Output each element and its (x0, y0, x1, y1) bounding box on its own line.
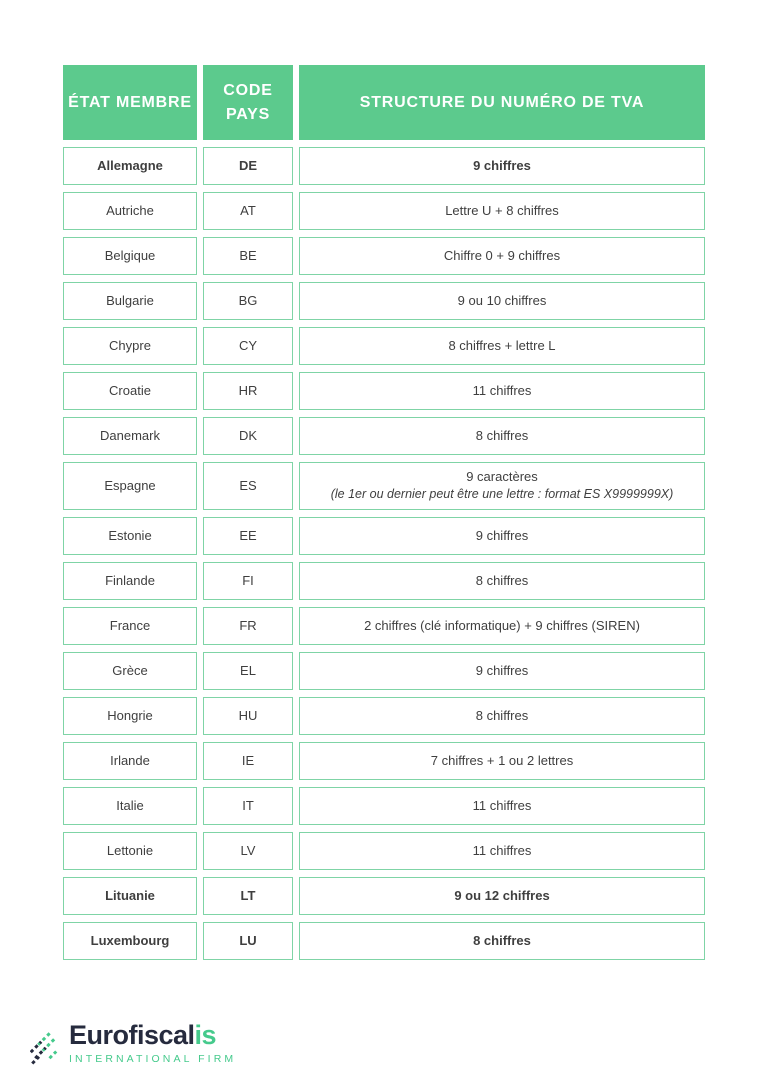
country-cell: Irlande (63, 742, 197, 780)
logo-text-block (69, 1022, 236, 1065)
eurofiscalis-logo-icon (30, 1025, 60, 1069)
country-code-cell: AT (203, 192, 293, 230)
table-row (63, 832, 705, 870)
brand-tagline: INTERNATIONAL FIRM (69, 1053, 237, 1065)
country-cell: Estonie (63, 517, 197, 555)
country-cell: Italie (63, 787, 197, 825)
vat-structure-text: 9 chiffres (475, 662, 529, 678)
vat-structure-text: 11 chiffres (472, 842, 532, 858)
vat-structure-cell (299, 462, 705, 510)
table-row (63, 327, 705, 365)
vat-structure-cell (299, 607, 705, 645)
vat-structure-cell (299, 327, 705, 365)
country-code-cell: HU (203, 697, 293, 735)
table-row (63, 742, 705, 780)
vat-structure-text: 9 chiffres (473, 157, 531, 173)
header-code-pays: CODE PAYS (203, 65, 293, 140)
header-etat-membre: ÉTAT MEMBRE (63, 65, 197, 140)
table-body (63, 147, 705, 960)
table-row (63, 922, 705, 960)
country-cell: Chypre (63, 327, 197, 365)
vat-structure-cell (299, 877, 705, 915)
header-structure-tva: STRUCTURE DU NUMÉRO DE TVA (299, 65, 705, 140)
country-code-cell: BE (203, 237, 293, 275)
vat-structure-cell (299, 922, 705, 960)
country-cell: Danemark (63, 417, 197, 455)
country-cell: Bulgarie (63, 282, 197, 320)
vat-structure-text: 9 chiffres (475, 527, 529, 543)
vat-structure-text: 9 ou 10 chiffres (457, 292, 547, 308)
country-cell: Finlande (63, 562, 197, 600)
country-code-cell: IE (203, 742, 293, 780)
vat-structure-text: 8 chiffres (475, 707, 529, 723)
table-row (63, 417, 705, 455)
table-row (63, 192, 705, 230)
brand-name-suffix: is (194, 1020, 217, 1050)
vat-structure-cell (299, 742, 705, 780)
vat-structure-cell (299, 832, 705, 870)
vat-structure-cell (299, 697, 705, 735)
vat-structure-cell (299, 192, 705, 230)
vat-structure-cell (299, 372, 705, 410)
country-code-cell: ES (203, 462, 293, 510)
table-row (63, 282, 705, 320)
country-code-cell: LT (203, 877, 293, 915)
country-cell: France (63, 607, 197, 645)
vat-structure-cell (299, 237, 705, 275)
vat-structure-cell (299, 652, 705, 690)
country-code-cell: HR (203, 372, 293, 410)
table-row (63, 607, 705, 645)
table-row (63, 652, 705, 690)
vat-structure-cell (299, 562, 705, 600)
country-cell: Espagne (63, 462, 197, 510)
brand-name-main: Eurofiscal (69, 1020, 195, 1050)
vat-structure-text: Chiffre 0 + 9 chiffres (443, 247, 561, 263)
table-row (63, 877, 705, 915)
vat-structure-text: 8 chiffres (475, 572, 529, 588)
table-row (63, 147, 705, 185)
country-cell: Hongrie (63, 697, 197, 735)
country-code-cell: FR (203, 607, 293, 645)
vat-structure-text: 8 chiffres (475, 427, 529, 443)
vat-structure-cell (299, 282, 705, 320)
vat-structure-text: 8 chiffres + lettre L (448, 337, 556, 353)
country-cell: Grèce (63, 652, 197, 690)
eurofiscalis-logo (30, 1022, 236, 1069)
country-code-cell: LV (203, 832, 293, 870)
vat-structure-text: 9 ou 12 chiffres (454, 887, 550, 903)
country-cell: Belgique (63, 237, 197, 275)
vat-structure-cell (299, 147, 705, 185)
table-header-row (63, 65, 705, 140)
table-row (63, 372, 705, 410)
vat-structure-cell (299, 417, 705, 455)
table-row (63, 462, 705, 510)
country-cell: Autriche (63, 192, 197, 230)
country-code-cell: FI (203, 562, 293, 600)
vat-structure-text: 11 chiffres (472, 382, 532, 398)
table-row (63, 562, 705, 600)
table-row (63, 697, 705, 735)
country-code-cell: DE (203, 147, 293, 185)
country-cell: Lituanie (63, 877, 197, 915)
brand-name (69, 1022, 236, 1049)
table-row (63, 787, 705, 825)
vat-structure-table (63, 65, 705, 960)
vat-structure-text: 2 chiffres (clé informatique) + 9 chiffres (SIREN) (364, 617, 640, 633)
vat-structure-text: 9 caractères (466, 469, 538, 484)
vat-structure-text: 11 chiffres (472, 797, 532, 813)
vat-structure-cell (299, 787, 705, 825)
country-code-cell: BG (203, 282, 293, 320)
country-code-cell: EL (203, 652, 293, 690)
vat-structure-text: 8 chiffres (473, 932, 531, 948)
country-code-cell: EE (203, 517, 293, 555)
country-code-cell: CY (203, 327, 293, 365)
vat-structure-text: Lettre U + 8 chiffres (445, 202, 559, 218)
country-code-cell: LU (203, 922, 293, 960)
country-cell: Allemagne (63, 147, 197, 185)
country-code-cell: DK (203, 417, 293, 455)
vat-structure-cell (299, 517, 705, 555)
vat-structure-text: 7 chiffres + 1 ou 2 lettres (430, 752, 574, 768)
table-row (63, 517, 705, 555)
country-code-cell: IT (203, 787, 293, 825)
country-cell: Croatie (63, 372, 197, 410)
vat-structure-note: (le 1er ou dernier peut être une lettre : format ES X9999999X) (330, 487, 674, 502)
country-cell: Lettonie (63, 832, 197, 870)
country-cell: Luxembourg (63, 922, 197, 960)
table-row (63, 237, 705, 275)
